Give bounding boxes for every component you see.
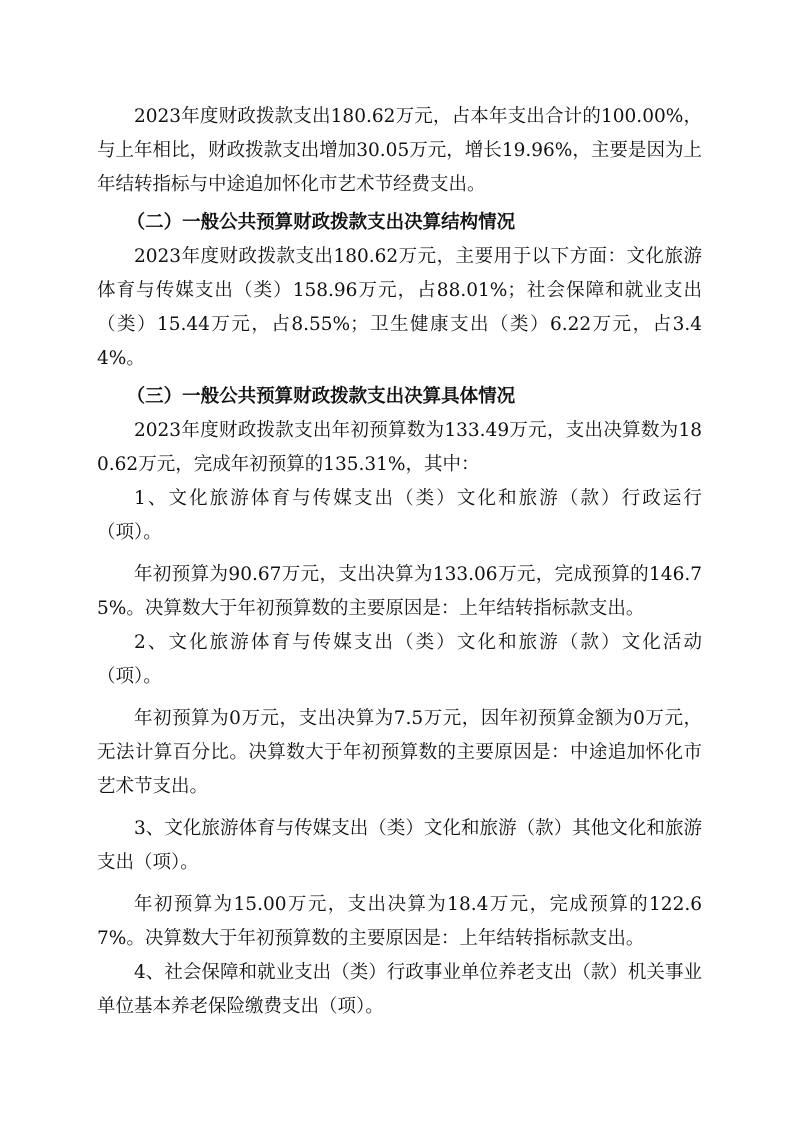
section-heading-specific: （三）一般公共预算财政拨款支出决算具体情况: [126, 386, 516, 407]
item-2-title: 2、文化旅游体育与传媒支出（类）文化和旅游（款）文化活动（项）。: [97, 632, 702, 687]
item-3-title: 3、文化旅游体育与传媒支出（类）文化和旅游（款）其他文化和旅游支出（项）。: [97, 818, 702, 873]
paragraph-fiscal-expenditure-summary: 2023年度财政拨款支出180.62万元，占本年支出合计的100.00%，与上年相比，财政拨款支出增加30.05万元，增长19.96%，主要是因为上年结转指标与中途追加怀化市艺术节经费支出。: [97, 106, 702, 195]
document-page: [97, 100, 702, 1024]
paragraph-structure-details: 2023年度财政拨款支出180.62万元，主要用于以下方面：文化旅游体育与传媒支出（类）158.96万元，占88.01%；社会保障和就业支出（类）15.44万元，占8.55%；卫生健康支出（类）6.22万元，占3.44%。: [97, 246, 702, 369]
item-1-title: 1、文化旅游体育与传媒支出（类）文化和旅游（款）行政运行（项）。: [97, 488, 702, 543]
item-1-body: 年初预算为90.67万元，支出决算为133.06万元，完成预算的146.75%。决算数大于年初预算数的主要原因是：上年结转指标款支出。: [97, 564, 702, 619]
item-2-body: 年初预算为0万元，支出决算为7.5万元，因年初预算金额为0万元，无法计算百分比。决算数大于年初预算数的主要原因是：中途追加怀化市艺术节支出。: [97, 708, 702, 797]
item-4-title: 4、社会保障和就业支出（类）行政事业单位养老支出（款）机关事业单位基本养老保险缴费支出（项）。: [97, 962, 702, 1017]
paragraph-specific-overview: 2023年度财政拨款支出年初预算数为133.49万元，支出决算数为180.62万元，完成年初预算的135.31%，其中：: [97, 420, 702, 475]
item-3-body: 年初预算为15.00万元，支出决算为18.4万元，完成预算的122.67%。决算数大于年初预算数的主要原因是：上年结转指标款支出。: [97, 894, 702, 949]
section-heading-structure: （二）一般公共预算财政拨款支出决算结构情况: [126, 212, 516, 233]
